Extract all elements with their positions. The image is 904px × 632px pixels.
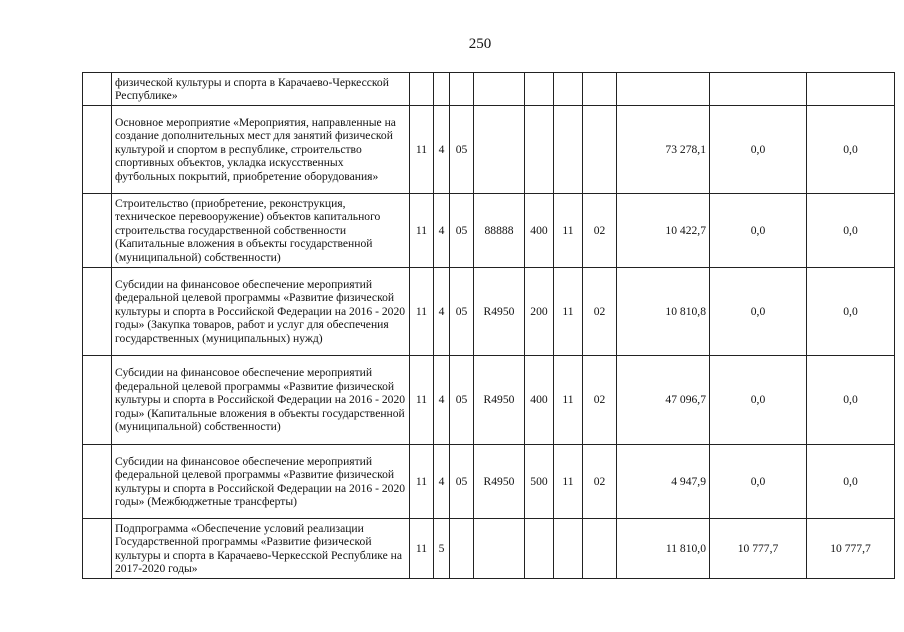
code-3: 05	[450, 194, 474, 268]
code-5: 400	[525, 356, 554, 445]
code-7: 02	[583, 445, 617, 519]
row-name: Субсидии на финансовое обеспечение мероприятий федеральной целевой программы «Развитие физической культуры и спорта в Российской Федерации на 2016 - 2020 годы» (Межбюджетные трансферты)	[112, 445, 410, 519]
code-6: 11	[554, 268, 583, 356]
table-row	[83, 268, 895, 356]
code-4: R4950	[474, 268, 525, 356]
row-name: Подпрограмма «Обеспечение условий реализации Государственной программы «Развитие физической культуры и спорта в Карачаево-Черкесской Республике на 2017-2020 годы»	[112, 519, 410, 579]
value-2: 0,0	[710, 445, 807, 519]
value-1: 10 810,8	[617, 268, 710, 356]
code-1: 11	[410, 268, 434, 356]
code-5: 200	[525, 268, 554, 356]
code-5: 400	[525, 194, 554, 268]
code-1: 11	[410, 194, 434, 268]
code-3: 05	[450, 106, 474, 194]
value-1: 10 422,7	[617, 194, 710, 268]
row-name: Субсидии на финансовое обеспечение мероприятий федеральной целевой программы «Развитие физической культуры и спорта в Российской Федерации на 2016 - 2020 годы» (Капитальные вложения в объекты государственной (муниципальной) собственности)	[112, 356, 410, 445]
value-2: 0,0	[710, 268, 807, 356]
code-1: 11	[410, 106, 434, 194]
blank-cell	[83, 356, 112, 445]
code-6	[554, 106, 583, 194]
value-1: 4 947,9	[617, 445, 710, 519]
value-3: 0,0	[807, 106, 895, 194]
code-4: R4950	[474, 356, 525, 445]
code-2: 4	[434, 445, 450, 519]
value-2: 0,0	[710, 356, 807, 445]
code-6: 11	[554, 194, 583, 268]
value-1: 47 096,7	[617, 356, 710, 445]
code-6: 11	[554, 356, 583, 445]
value-1: 73 278,1	[617, 106, 710, 194]
table-row	[83, 73, 895, 106]
value-1	[617, 73, 710, 106]
code-7	[583, 519, 617, 579]
code-1: 11	[410, 445, 434, 519]
code-4: R4950	[474, 445, 525, 519]
table-row	[83, 445, 895, 519]
value-2	[710, 73, 807, 106]
code-6	[554, 73, 583, 106]
code-1: 11	[410, 356, 434, 445]
code-4	[474, 519, 525, 579]
value-3: 0,0	[807, 268, 895, 356]
row-name: Субсидии на финансовое обеспечение мероприятий федеральной целевой программы «Развитие физической культуры и спорта в Российской Федерации на 2016 - 2020 годы» (Закупка товаров, работ и услуг для обеспечения государственных (муниципальных) нужд)	[112, 268, 410, 356]
table-row	[83, 106, 895, 194]
value-3	[807, 73, 895, 106]
code-3: 05	[450, 356, 474, 445]
row-name: Строительство (приобретение, реконструкция, техническое перевооружение) объектов капитального строительства государственной собственности (Капитальные вложения в объекты государственной (муниципальной) собственности)	[112, 194, 410, 268]
row-name: физической культуры и спорта в Карачаево-Черкесской Республике»	[112, 73, 410, 106]
code-7	[583, 73, 617, 106]
value-3: 0,0	[807, 445, 895, 519]
code-5: 500	[525, 445, 554, 519]
code-2: 5	[434, 519, 450, 579]
blank-cell	[83, 194, 112, 268]
value-3: 0,0	[807, 194, 895, 268]
value-2: 0,0	[710, 106, 807, 194]
page-number: 250	[468, 36, 492, 52]
blank-cell	[83, 519, 112, 579]
code-5	[525, 73, 554, 106]
code-1: 11	[410, 519, 434, 579]
code-7: 02	[583, 194, 617, 268]
code-3: 05	[450, 445, 474, 519]
code-3: 05	[450, 268, 474, 356]
value-3: 10 777,7	[807, 519, 895, 579]
value-3: 0,0	[807, 356, 895, 445]
blank-cell	[83, 268, 112, 356]
code-4	[474, 73, 525, 106]
value-1: 11 810,0	[617, 519, 710, 579]
code-1	[410, 73, 434, 106]
code-7	[583, 106, 617, 194]
code-4	[474, 106, 525, 194]
budget-table	[82, 72, 895, 579]
code-5	[525, 106, 554, 194]
blank-cell	[83, 445, 112, 519]
table-row	[83, 519, 895, 579]
table-row	[83, 356, 895, 445]
code-7: 02	[583, 268, 617, 356]
code-2: 4	[434, 106, 450, 194]
value-2: 0,0	[710, 194, 807, 268]
code-7: 02	[583, 356, 617, 445]
table-row	[83, 194, 895, 268]
code-6: 11	[554, 445, 583, 519]
value-2: 10 777,7	[710, 519, 807, 579]
blank-cell	[83, 106, 112, 194]
blank-cell	[83, 73, 112, 106]
code-2: 4	[434, 194, 450, 268]
code-2: 4	[434, 356, 450, 445]
code-2: 4	[434, 268, 450, 356]
code-3	[450, 519, 474, 579]
code-6	[554, 519, 583, 579]
row-name: Основное мероприятие «Мероприятия, направленные на создание дополнительных мест для занятий физической культурой и спортом в республике, строительство спортивных объектов, укладка искусственных футбольных покрытий, приобретение оборудования»	[112, 106, 410, 194]
code-5	[525, 519, 554, 579]
code-2	[434, 73, 450, 106]
code-3	[450, 73, 474, 106]
code-4: 88888	[474, 194, 525, 268]
